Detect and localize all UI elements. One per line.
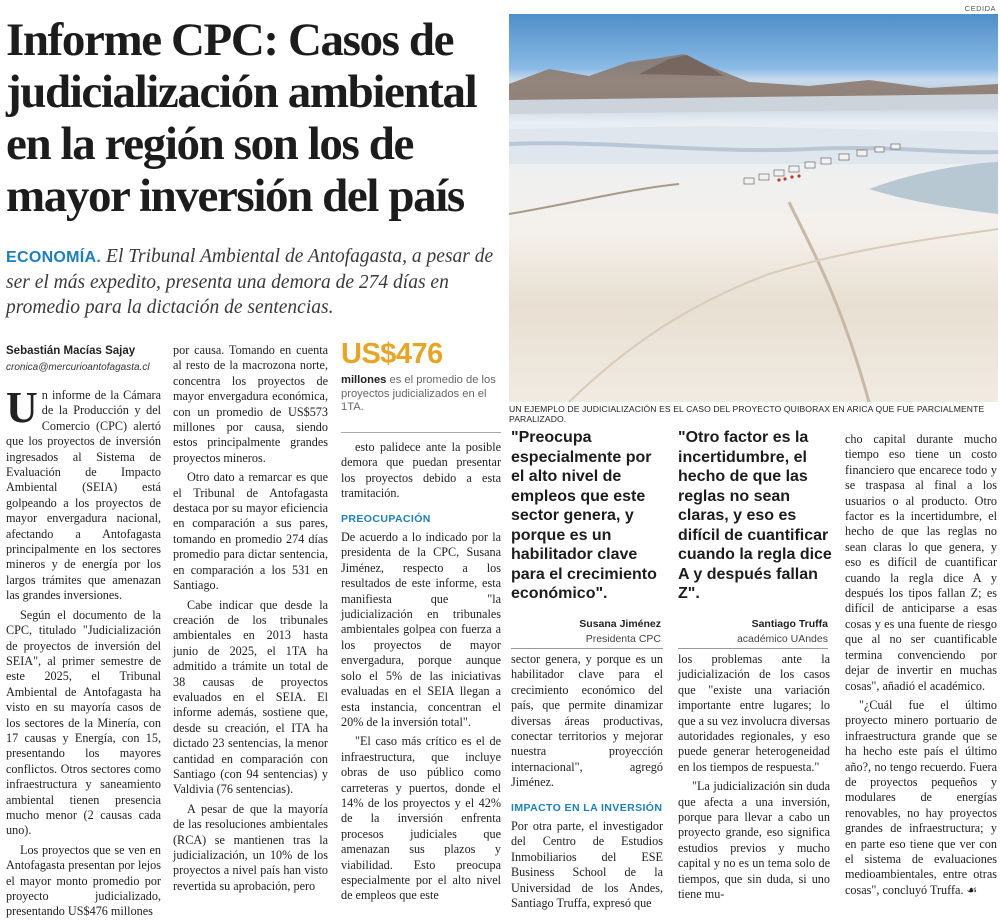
headline: Informe CPC: Casos de judicialización ambiental en la región son los de mayor inversión del país [6,14,477,222]
column-5 [678,652,830,907]
column-2 [173,343,328,898]
stat-unit: millones [341,374,387,386]
byline-author: Sebastián Macías Sajay [6,345,136,357]
col4-paragraph-2: Por otra parte, el investigador del Centro de Estudios Inmobiliarios del ESE Business School de la Universidad de los Andes, Santiago Truffa, expresó que [511,819,663,911]
col3-paragraph-1: esto palidece ante la posible demora que puedan presentar los proyectos debido a esta tramitación. [341,440,501,501]
stat-value: US$476 [341,338,443,370]
quote-role-jimenez: Presidenta CPC [585,633,661,645]
col1-paragraph-1: n informe de la Cámara de la Producción y del Comercio (CPC) alertó que los proyectos de inversión ingresados al Sistema de Evaluación de Impacto Ambiental (SEIA) está golpeando a los proyectos de mayor envergadura nacional, afectando a Antofagasta principalmente en los sectores mineros y de energía por los largos trámites que amenazan las grandes inversiones. [6,388,161,603]
column-6 [845,432,997,902]
photo-credit: CEDIDA [964,4,996,13]
pull-quote-jimenez: "Preocupa especialmente por el alto nivel de empleos que este sector genera, y porque es un habilitador clave para el crecimiento económico". [511,429,657,602]
drop-cap: U [6,383,38,432]
col3-paragraph-3: "El caso más crítico es el de infraestructura, que incluye obras de uso público como carreteras y puertos, donde el 14% de los proyectos y el 42% de la inversión enfrenta procesos judiciales que amenazan sus plazos y viabilidad. Esto preocupa especialmente por el alto nivel de empleos que este [341,734,501,903]
col3-paragraph-2: De acuerdo a lo indicado por la presidenta de la CPC, Susana Jiménez, respecto a los resultados de este informe, esta manifiesta que "la judicialización en tribunales ambientales golpea con fuerza a los proyectos de mayor envergadura, porque aunque solo el 5% de las iniciativas evaluadas en el SEIA llegan a esta instancia, concentran el 20% de la inversión total". [341,530,501,729]
col2-paragraph-2: Otro dato a remarcar es que el Tribunal de Antofagasta destaca por su mayor eficiencia en comparación a sus pares, tomando en promedio 274 días promedio para dictar sentencia, en comparación a los 531 en Santiago. [173,470,328,593]
quote-author-truffa: Santiago Truffa [751,618,828,630]
col2-paragraph-3: Cabe indicar que desde la creación de los tribunales ambientales en 2013 hasta junio de 2025, el 1TA ha admitido a trámite un total de 38 causas de proyectos evaluados en el SEIA. El informe además, sostiene que, desde su creación, el ITA ha dictado 23 sentencias, la menor cantidad en comparación con Santiago (con 94 sentencias) y Valdivia (76 sentencias). [173,597,328,797]
col5-paragraph-1: los problemas ante la judicialización de los casos que "existe una variación importante entre lugares; lo que a su vez involucra diversas autoridades regionales, y eso puede generar heterogeneidad en los tiempos de respuesta." [678,652,830,774]
col6-paragraph-1: cho capital durante mucho tiempo eso tiene un costo financiero que encarece todo y se traspasa al final a los usuarios o al producto. Otro factor es la incertidumbre, el hecho de que las reglas no sean claras lo que genera, y eso es difícil de cuantificar cuando la regla dice A y después los tipos fallan Z; es difícil de anticiparse a esas cosas y es una fuente de riesgo que al no ser cuantificable termina convenciendo por dejar de invertir en muchas cosas", añadió el académico. [845,432,997,693]
lead-text: El Tribunal Ambiental de Antofagasta, a pesar de ser el más expedito, presenta una demora de 274 días en promedio para la dictación de sentencias. [6,246,494,318]
subhead-preocupacion: PREOCUPACIÓN [341,512,431,525]
salt-flat-photo [509,14,998,402]
col1-paragraph-3: Los proyectos que se ven en Antofagasta presentan por lejos el mayor monto promedio por proyecto judicializado, presentando US$476 millones [6,842,161,919]
col5-paragraph-2: "La judicialización sin duda que afecta a una inversión, porque para llevar a cabo un proyecto grande, eso significa estudios previos y mucho capital y no es un tema solo de tiempos, que sin duda, si uno tiene mu- [678,779,830,902]
column-1 [6,383,161,924]
subhead-impacto: IMPACTO EN LA INVERSIÓN [511,801,663,814]
column-4 [511,652,663,916]
col6-paragraph-2: "¿Cuál fue el último proyecto minero portuario de infraestructura grande que se ha hecho este país el último año?, no tengo recuerdo. Fuera de proyectos pequeños y modulares de energías renovables, no hay proyectos grandes de infraestructura; y en parte eso tiene que ver con el sistema de evaluaciones medioambientales, entre otras cosas", concluyó Truffa. ☙ [845,697,997,897]
col1-paragraph-2: Según el documento de la CPC, titulado "Judicialización de proyectos de inversión del SEIA", al primer semestre de este 2025, el Tribunal Ambiental de Antofagasta ha visto en su mayoría casos de los sectores de la Minería, con 17 causas y Energía, con 15, presentando los mayores conflictos. Otros sectores como infraestructura y saneamiento ambiental tienen presencia mucho menor (2 causas cada uno). [6,607,161,838]
salt-flat-illustration [509,14,998,402]
lead-paragraph [6,244,500,320]
col2-paragraph-4: A pesar de que la mayoría de las resoluciones ambientales (RCA) se mantienen tras la judicialización, un 10% de los proyectos a nivel país han visto revertida su aprobación, pero [173,801,328,893]
column-3 [341,440,501,908]
quote-author-jimenez: Susana Jiménez [579,618,661,630]
quote-divider-2 [678,648,828,649]
stat-divider [341,432,501,433]
col2-paragraph-1: por causa. Tomando en cuenta al resto de la macrozona norte, concentra los proyectos de mayor envergadura económica, con un promedio de US$573 millones por causa, siendo estos principalmente grandes proyectos mineros. [173,343,328,465]
photo-caption: UN EJEMPLO DE JUDICIALIZACIÓN ES EL CASO DEL PROYECTO QUIBORAX EN ARICA QUE FUE PARCIALMENTE PARALIZADO. [509,404,985,424]
stat-text: es el promedio de los proyectos judicializados en el 1TA. [341,374,496,413]
stat-description [341,374,501,415]
quote-role-truffa: académico UAndes [736,633,828,645]
pull-quote-truffa: "Otro factor es la incertidumbre, el hecho de que las reglas no sean claras, y eso es difícil de cuantificar cuando la regla dice A y después fallan Z". [678,429,832,602]
byline-email: cronica@mercurioantofagasta.cl [6,362,150,373]
col4-paragraph-1: sector genera, y porque es un habilitador clave para el crecimiento económico del país, que permite dinamizar diversas áreas productivas, conectar territorios y mejorar nuestra proyección internacional", agregó Jiménez. [511,652,663,790]
section-kicker: ECONOMÍA. [6,249,102,266]
quote-divider-1 [511,648,663,649]
